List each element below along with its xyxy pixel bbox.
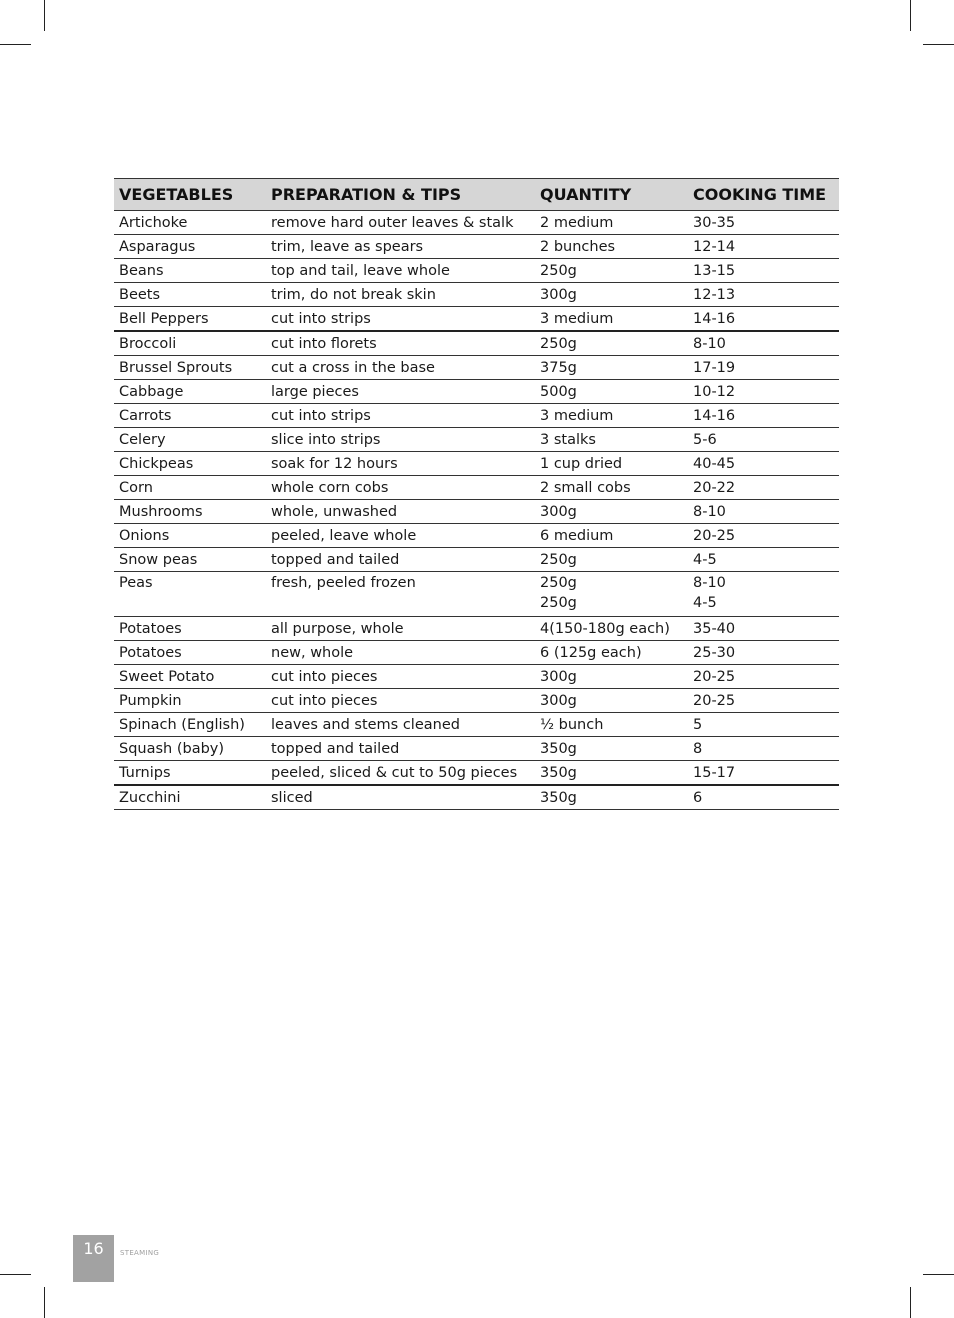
cell-cooking-time: 20-25 xyxy=(688,665,839,689)
table-row xyxy=(114,356,839,380)
section-label: STEAMING xyxy=(120,1249,160,1257)
cell-quantity: 300g xyxy=(535,665,688,689)
cell-preparation: peeled, leave whole xyxy=(266,524,535,548)
cell-quantity: ½ bunch xyxy=(535,713,688,737)
cell-quantity: 300g xyxy=(535,689,688,713)
cell-preparation: trim, leave as spears xyxy=(266,235,535,259)
cell-cooking-time: 20-25 xyxy=(688,689,839,713)
table-row xyxy=(114,380,839,404)
cell-quantity: 3 medium xyxy=(535,307,688,332)
table-row xyxy=(114,572,839,617)
table-row xyxy=(114,331,839,356)
cell-cooking-time: 12-13 xyxy=(688,283,839,307)
table-row xyxy=(114,689,839,713)
cell-cooking-time: 13-15 xyxy=(688,259,839,283)
cell-quantity: 6 medium xyxy=(535,524,688,548)
cell-preparation: fresh, peeled frozen xyxy=(266,572,535,617)
cell-vegetable: Snow peas xyxy=(114,548,266,572)
cell-preparation: remove hard outer leaves & stalk xyxy=(266,211,535,235)
cell-cooking-time: 6 xyxy=(688,785,839,810)
crop-mark-top-left-h xyxy=(0,44,31,45)
cell-quantity: 1 cup dried xyxy=(535,452,688,476)
cell-preparation: soak for 12 hours xyxy=(266,452,535,476)
cell-vegetable: Pumpkin xyxy=(114,689,266,713)
cell-cooking-time: 12-14 xyxy=(688,235,839,259)
crop-mark-bottom-left-v xyxy=(44,1287,45,1318)
table-body xyxy=(114,211,839,810)
cell-line: 8-10 xyxy=(693,575,726,591)
table-row xyxy=(114,737,839,761)
cell-vegetable: Cabbage xyxy=(114,380,266,404)
cell-quantity: 250g xyxy=(535,331,688,356)
cell-quantity: 375g xyxy=(535,356,688,380)
cell-vegetable: Mushrooms xyxy=(114,500,266,524)
cell-cooking-time: 14-16 xyxy=(688,404,839,428)
cell-quantity: 350g xyxy=(535,737,688,761)
cell-preparation: whole, unwashed xyxy=(266,500,535,524)
cell-preparation: cut a cross in the base xyxy=(266,356,535,380)
cell-quantity xyxy=(535,572,688,617)
cell-quantity: 300g xyxy=(535,283,688,307)
table-row xyxy=(114,641,839,665)
page-number-tab xyxy=(73,1235,114,1282)
header-vegetables: VEGETABLES xyxy=(114,179,266,211)
cell-quantity: 6 (125g each) xyxy=(535,641,688,665)
cell-quantity: 2 small cobs xyxy=(535,476,688,500)
cell-preparation: cut into strips xyxy=(266,307,535,332)
table-row xyxy=(114,283,839,307)
cell-preparation: topped and tailed xyxy=(266,548,535,572)
cell-cooking-time: 5-6 xyxy=(688,428,839,452)
cell-cooking-time: 20-25 xyxy=(688,524,839,548)
crop-mark-top-left-v xyxy=(44,0,45,31)
cell-preparation: whole corn cobs xyxy=(266,476,535,500)
table-row xyxy=(114,259,839,283)
cell-vegetable: Squash (baby) xyxy=(114,737,266,761)
crop-mark-top-right-h xyxy=(923,44,954,45)
cell-preparation: top and tail, leave whole xyxy=(266,259,535,283)
cell-vegetable: Asparagus xyxy=(114,235,266,259)
cell-line: 250g xyxy=(540,575,577,591)
cell-vegetable: Beans xyxy=(114,259,266,283)
cell-cooking-time: 5 xyxy=(688,713,839,737)
cell-quantity: 3 medium xyxy=(535,404,688,428)
cell-vegetable: Peas xyxy=(114,572,266,617)
cell-cooking-time: 20-22 xyxy=(688,476,839,500)
cell-preparation: new, whole xyxy=(266,641,535,665)
cell-preparation: cut into florets xyxy=(266,331,535,356)
cell-vegetable: Artichoke xyxy=(114,211,266,235)
cell-preparation: cut into pieces xyxy=(266,689,535,713)
cell-vegetable: Turnips xyxy=(114,761,266,786)
crop-mark-top-right-v xyxy=(910,0,911,31)
cell-preparation: peeled, sliced & cut to 50g pieces xyxy=(266,761,535,786)
cell-quantity: 350g xyxy=(535,785,688,810)
cell-quantity: 250g xyxy=(535,259,688,283)
cell-vegetable: Corn xyxy=(114,476,266,500)
cell-preparation: leaves and stems cleaned xyxy=(266,713,535,737)
table-row xyxy=(114,235,839,259)
cell-quantity: 300g xyxy=(535,500,688,524)
table-row xyxy=(114,548,839,572)
table-row xyxy=(114,713,839,737)
header-preparation: PREPARATION & TIPS xyxy=(266,179,535,211)
table-row xyxy=(114,524,839,548)
crop-mark-bottom-right-h xyxy=(923,1274,954,1275)
cell-quantity: 2 bunches xyxy=(535,235,688,259)
header-cooking-time: COOKING TIME xyxy=(688,179,839,211)
cell-vegetable: Spinach (English) xyxy=(114,713,266,737)
table-row xyxy=(114,307,839,332)
cell-preparation: slice into strips xyxy=(266,428,535,452)
header-quantity: QUANTITY xyxy=(535,179,688,211)
cell-quantity: 500g xyxy=(535,380,688,404)
steaming-table xyxy=(114,178,839,810)
cell-cooking-time: 15-17 xyxy=(688,761,839,786)
cell-vegetable: Celery xyxy=(114,428,266,452)
crop-mark-bottom-left-h xyxy=(0,1274,31,1275)
cell-cooking-time: 30-35 xyxy=(688,211,839,235)
cell-vegetable: Chickpeas xyxy=(114,452,266,476)
cell-quantity: 250g xyxy=(535,548,688,572)
cell-quantity: 350g xyxy=(535,761,688,786)
cell-cooking-time: 25-30 xyxy=(688,641,839,665)
cell-vegetable: Broccoli xyxy=(114,331,266,356)
cell-cooking-time: 17-19 xyxy=(688,356,839,380)
cell-vegetable: Potatoes xyxy=(114,641,266,665)
table-row xyxy=(114,428,839,452)
cell-cooking-time: 4-5 xyxy=(688,548,839,572)
cell-preparation: sliced xyxy=(266,785,535,810)
cell-preparation: large pieces xyxy=(266,380,535,404)
crop-mark-bottom-right-v xyxy=(910,1287,911,1318)
table-row xyxy=(114,211,839,235)
header-row xyxy=(114,179,839,211)
cell-cooking-time xyxy=(688,572,839,617)
cell-cooking-time: 40-45 xyxy=(688,452,839,476)
cell-cooking-time: 14-16 xyxy=(688,307,839,332)
cell-cooking-time: 35-40 xyxy=(688,617,839,641)
cell-vegetable: Potatoes xyxy=(114,617,266,641)
cell-quantity: 4(150-180g each) xyxy=(535,617,688,641)
table-row xyxy=(114,761,839,786)
cell-preparation: topped and tailed xyxy=(266,737,535,761)
cell-vegetable: Beets xyxy=(114,283,266,307)
table-row xyxy=(114,476,839,500)
cell-vegetable: Brussel Sprouts xyxy=(114,356,266,380)
cell-cooking-time: 10-12 xyxy=(688,380,839,404)
cell-vegetable: Sweet Potato xyxy=(114,665,266,689)
cell-vegetable: Bell Peppers xyxy=(114,307,266,332)
cell-quantity: 2 medium xyxy=(535,211,688,235)
cell-cooking-time: 8 xyxy=(688,737,839,761)
cell-preparation: cut into pieces xyxy=(266,665,535,689)
page-number: 16 xyxy=(83,1239,104,1258)
cell-vegetable: Carrots xyxy=(114,404,266,428)
cell-preparation: trim, do not break skin xyxy=(266,283,535,307)
table-row xyxy=(114,785,839,810)
cell-preparation: cut into strips xyxy=(266,404,535,428)
cell-line: 4-5 xyxy=(693,595,717,611)
table-row xyxy=(114,617,839,641)
cell-vegetable: Onions xyxy=(114,524,266,548)
table-row xyxy=(114,452,839,476)
table-header xyxy=(114,179,839,211)
cell-line: 250g xyxy=(540,595,577,611)
cell-vegetable: Zucchini xyxy=(114,785,266,810)
table-row xyxy=(114,500,839,524)
cell-preparation: all purpose, whole xyxy=(266,617,535,641)
cell-cooking-time: 8-10 xyxy=(688,331,839,356)
table-row xyxy=(114,665,839,689)
table-row xyxy=(114,404,839,428)
cell-cooking-time: 8-10 xyxy=(688,500,839,524)
cell-quantity: 3 stalks xyxy=(535,428,688,452)
